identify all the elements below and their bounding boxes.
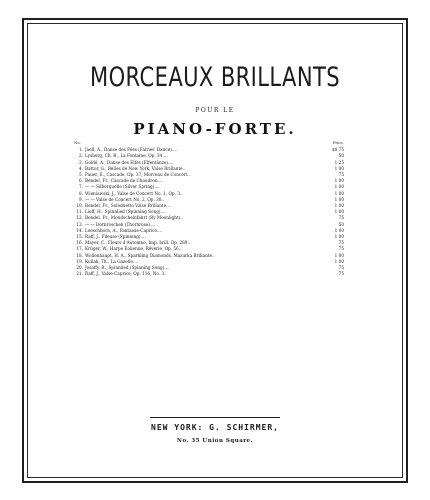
piece-num: 21. <box>76 271 83 277</box>
piece-num: 6. <box>79 178 83 184</box>
piece-num: 4. <box>79 165 83 171</box>
piece-price: 50 <box>338 221 344 227</box>
piece-num: 20. <box>76 265 83 271</box>
piece-text: Jaell, A., Danse des Fées (Fairies' Dance).... <box>85 147 178 153</box>
page-title: MORCEAUX BRILLANTS <box>90 62 340 93</box>
publisher-city: NEW YORK: G. SCHIRMER, <box>151 423 279 432</box>
piece-price: 1 00 <box>334 252 344 258</box>
piece-text: Wollenhaupt, H. A., Sparkling Diamonds, Mazurka Brillante.. <box>85 252 215 258</box>
piece-price: 75 <box>338 265 344 271</box>
piece-price: $0 75 <box>332 147 344 153</box>
piece-text: Bendel, Fr., Soloduetto Valse Brillante.... <box>85 203 172 209</box>
subtitle: POUR LE <box>195 107 235 114</box>
piece-num: 2. <box>79 153 83 159</box>
piece-text: Pauer, E., Cascade, Op. 37, Morceau de Concert.. <box>85 172 191 178</box>
piece-num: 1. <box>79 147 83 153</box>
piece-num: 15. <box>76 234 83 240</box>
piece-text: Wieniawski, J., Valse de Concert No. 1, Op. 3.. <box>85 190 183 196</box>
piece-price: 1 00 <box>334 165 344 171</box>
piece-text: Raff, J., Fileuse (Spinning).... <box>85 234 146 240</box>
piece-text: Mayer, C., Fleurs d'Automne, Imp. brill. Op. 289.. <box>85 240 191 246</box>
piece-text: Raff, J., Valse-Caprice, Op. 116, No. 3.. <box>85 271 167 277</box>
divider <box>150 417 280 418</box>
piece-price: 75 <box>338 215 344 221</box>
piece-text: Lieff, H., Spinnlied (Spinning Song).... <box>85 209 166 215</box>
piece-num: 13. <box>76 221 83 227</box>
piece-price: 1 00 <box>334 234 344 240</box>
piece-price: 1 00 <box>334 209 344 215</box>
list-header <box>74 140 344 146</box>
piece-num: 3. <box>79 159 83 165</box>
piece-price: 1 00 <box>334 184 344 190</box>
publisher-address: No. 35 Union Square. <box>176 438 254 444</box>
piece-text: Bendel, Fr., Cascade de Chaudron.... <box>85 178 163 184</box>
piece-price: 1 00 <box>334 203 344 209</box>
instrument-title: PIANO-FORTE. <box>133 120 297 138</box>
piece-text: — — Silberquelle (Silver Spring).... <box>85 184 160 190</box>
piece-list <box>74 140 344 277</box>
piece-text: Loeschhorn, A., Fantaisie-Caprice.... <box>85 227 163 233</box>
piece-price: 75 <box>338 271 344 277</box>
piece-text: Lysberg, Ch. B., La Fontaine, Op. 34.... <box>85 153 168 159</box>
piece-price: 75 <box>338 246 344 252</box>
piece-text: Josaffy, R., Spinnlied (Spinning Song).... <box>85 265 170 271</box>
piece-num: 18. <box>76 252 83 258</box>
piece-price: 1 00 <box>334 227 344 233</box>
piece-num: 12. <box>76 215 83 221</box>
piece-text: Bendel, Fr., Mondscheinfahrt (By Moonlight).. <box>85 215 183 221</box>
piece-num: 8. <box>79 190 83 196</box>
piece-num: 10. <box>76 203 83 209</box>
list-header-price: Price. <box>332 140 344 145</box>
piece-price: 1 25 <box>334 159 344 165</box>
piece-num: 11. <box>76 209 83 215</box>
piece-text: Krüger, W., Harpe Eolienne, Rêverie, Op. 56.. <box>85 246 182 252</box>
piece-text: — — Valse de Concert No. 2, Op. 30.. <box>85 196 165 202</box>
piece-num: 9. <box>79 196 83 202</box>
piece-num: 19. <box>76 258 83 264</box>
piece-text: — — Dornroschen (Thornrose).... <box>85 221 156 227</box>
piece-price: 1 00 <box>334 196 344 202</box>
list-item <box>74 271 344 277</box>
piece-price: 1 00 <box>334 178 344 184</box>
piece-price: 1 00 <box>334 190 344 196</box>
piece-price: 50 <box>338 153 344 159</box>
piece-price: 1 00 <box>334 258 344 264</box>
piece-num: 7. <box>79 184 83 190</box>
piece-price: 75 <box>338 172 344 178</box>
piece-text: Kullak, Th., La Gazelle.... <box>85 258 139 264</box>
list-header-no: No. <box>74 140 81 145</box>
piece-num: 16. <box>76 240 83 246</box>
piece-text: Goldé, A., Danse des Elfes (Elfentänze).... <box>85 159 174 165</box>
piece-num: 14. <box>76 227 83 233</box>
piece-text: Battor, G., Belles de New York, Valse Brillante.. <box>85 165 186 171</box>
piece-price: 75 <box>338 240 344 246</box>
piece-num: 5. <box>79 172 83 178</box>
piece-num: 17. <box>76 246 83 252</box>
